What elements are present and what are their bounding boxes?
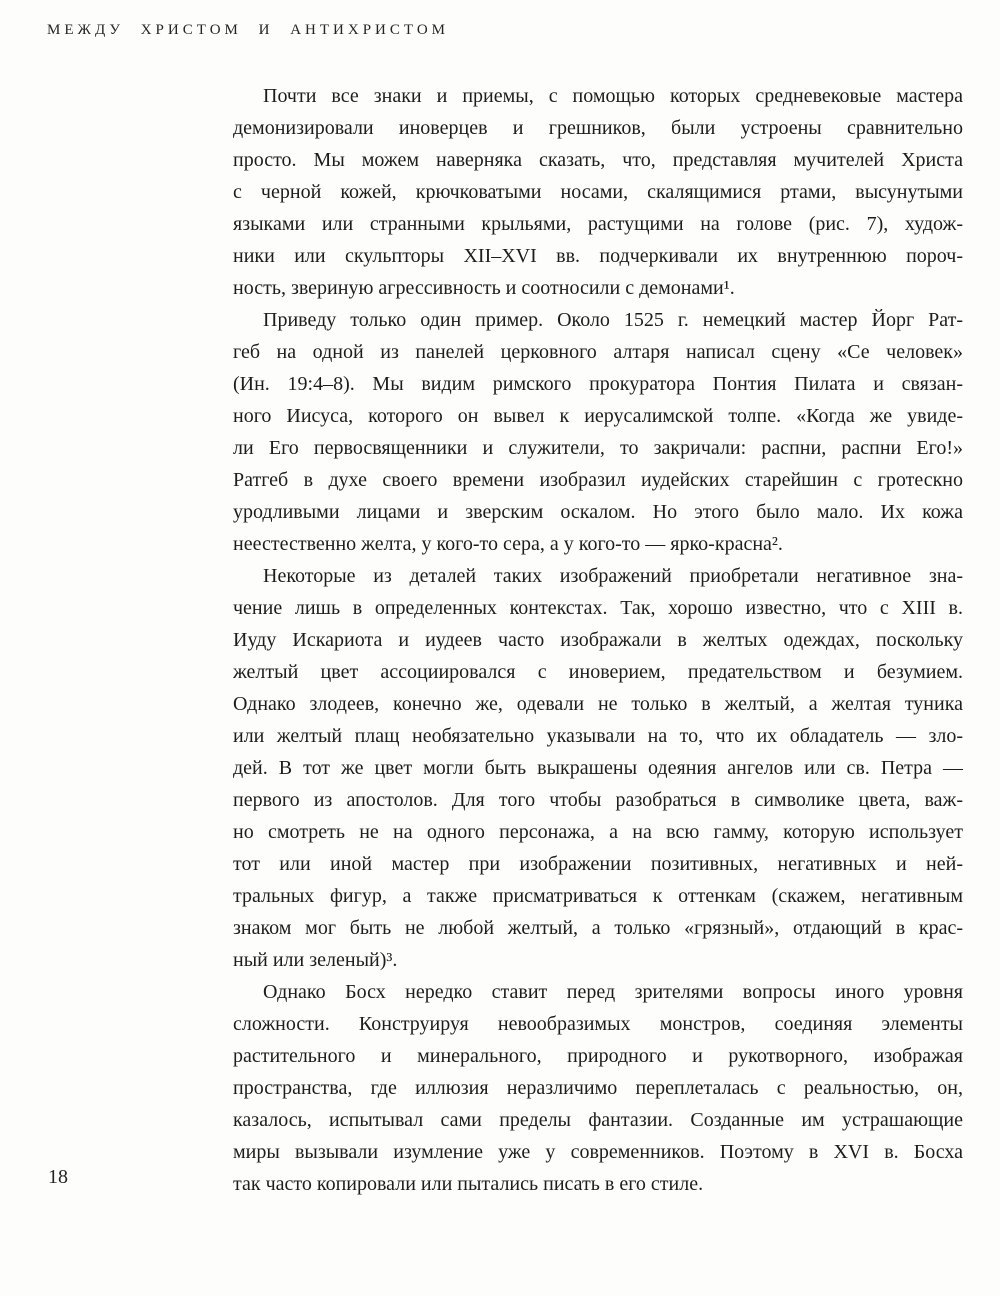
text-line: демонизировали иноверцев и грешников, были устроены сравнительно (233, 117, 963, 139)
body-text (233, 80, 963, 1200)
text-line: растительного и минерального, природного и рукотворного, изображая (233, 1045, 963, 1067)
text-line: ники или скульпторы XII–XVI вв. подчеркивали их внутреннюю пороч- (233, 245, 963, 267)
text-line: дей. В тот же цвет могли быть выкрашены одеяния ангелов или св. Петра — (233, 757, 963, 779)
text-line: желтый цвет ассоциировался с иноверием, предательством и безумием. (233, 661, 963, 683)
text-line: геб на одной из панелей церковного алтаря написал сцену «Се человек» (233, 341, 963, 363)
text-line: тральных фигур, а также присматриваться к оттенкам (скажем, негативным (233, 885, 963, 907)
text-line: знаком мог быть не любой желтый, а только «грязный», отдающий в крас- (233, 917, 963, 939)
text-line: (Ин. 19:4–8). Мы видим римского прокуратора Понтия Пилата и связан- (233, 373, 963, 395)
text-line: ный или зеленый)³. (233, 949, 398, 971)
text-line: сложности. Конструируя невообразимых монстров, соединяя элементы (233, 1013, 963, 1035)
text-line: неестественно желта, у кого-то сера, а у кого-то — ярко-красна². (233, 533, 783, 555)
text-line: первого из апостолов. Для того чтобы разобраться в символике цвета, важ- (233, 789, 963, 811)
text-line: с черной кожей, крючковатыми носами, скалящимися ртами, высунутыми (233, 181, 963, 203)
text-line: чение лишь в определенных контекстах. Так, хорошо известно, что с XIII в. (233, 597, 963, 619)
text-line: ность, звериную агрессивность и соотносили с демонами¹. (233, 277, 735, 299)
text-line: Ратгеб в духе своего времени изобразил иудейских старейшин с гротескно (233, 469, 963, 491)
text-line: Однако злодеев, конечно же, одевали не только в желтый, а желтая туника (233, 693, 963, 715)
text-line: Некоторые из деталей таких изображений приобретали негативное зна- (263, 565, 963, 587)
text-line: уродливыми лицами и зверским оскалом. Но этого было мало. Их кожа (233, 501, 963, 523)
text-line: Почти все знаки и приемы, с помощью которых средневековые мастера (263, 85, 963, 107)
text-line: пространства, где иллюзия неразличимо переплеталась с реальностью, он, (233, 1077, 963, 1099)
page-number: 18 (48, 1166, 68, 1188)
text-line: тот или иной мастер при изображении позитивных, негативных и ней- (233, 853, 963, 875)
text-line: миры вызывали изумление уже у современников. Поэтому в XVI в. Босха (233, 1141, 963, 1163)
running-header: МЕЖДУ ХРИСТОМ И АНТИХРИСТОМ (47, 22, 450, 38)
text-line: казалось, испытывал сами пределы фантазии. Созданные им устрашающие (233, 1109, 963, 1131)
text-line: или желтый плащ необязательно указывали на то, что их обладатель — зло- (233, 725, 963, 747)
text-line: Иуду Искариота и иудеев часто изображали в желтых одеждах, поскольку (233, 629, 963, 651)
text-line: Приведу только один пример. Около 1525 г. немецкий мастер Йорг Рат- (263, 309, 963, 331)
text-line: так часто копировали или пытались писать в его стиле. (233, 1173, 704, 1195)
text-line: языками или странными крыльями, растущими на голове (рис. 7), худож- (233, 213, 963, 235)
text-line: Однако Босх нередко ставит перед зрителями вопросы иного уровня (263, 981, 963, 1003)
text-line: ли Его первосвященники и служители, то закричали: распни, распни Его!» (233, 437, 963, 459)
text-line: просто. Мы можем наверняка сказать, что, представляя мучителей Христа (233, 149, 963, 171)
text-line: но смотреть не на одного персонажа, а на всю гамму, которую использует (233, 821, 963, 843)
text-line: ного Иисуса, которого он вывел к иерусалимской толпе. «Когда же увиде- (233, 405, 963, 427)
